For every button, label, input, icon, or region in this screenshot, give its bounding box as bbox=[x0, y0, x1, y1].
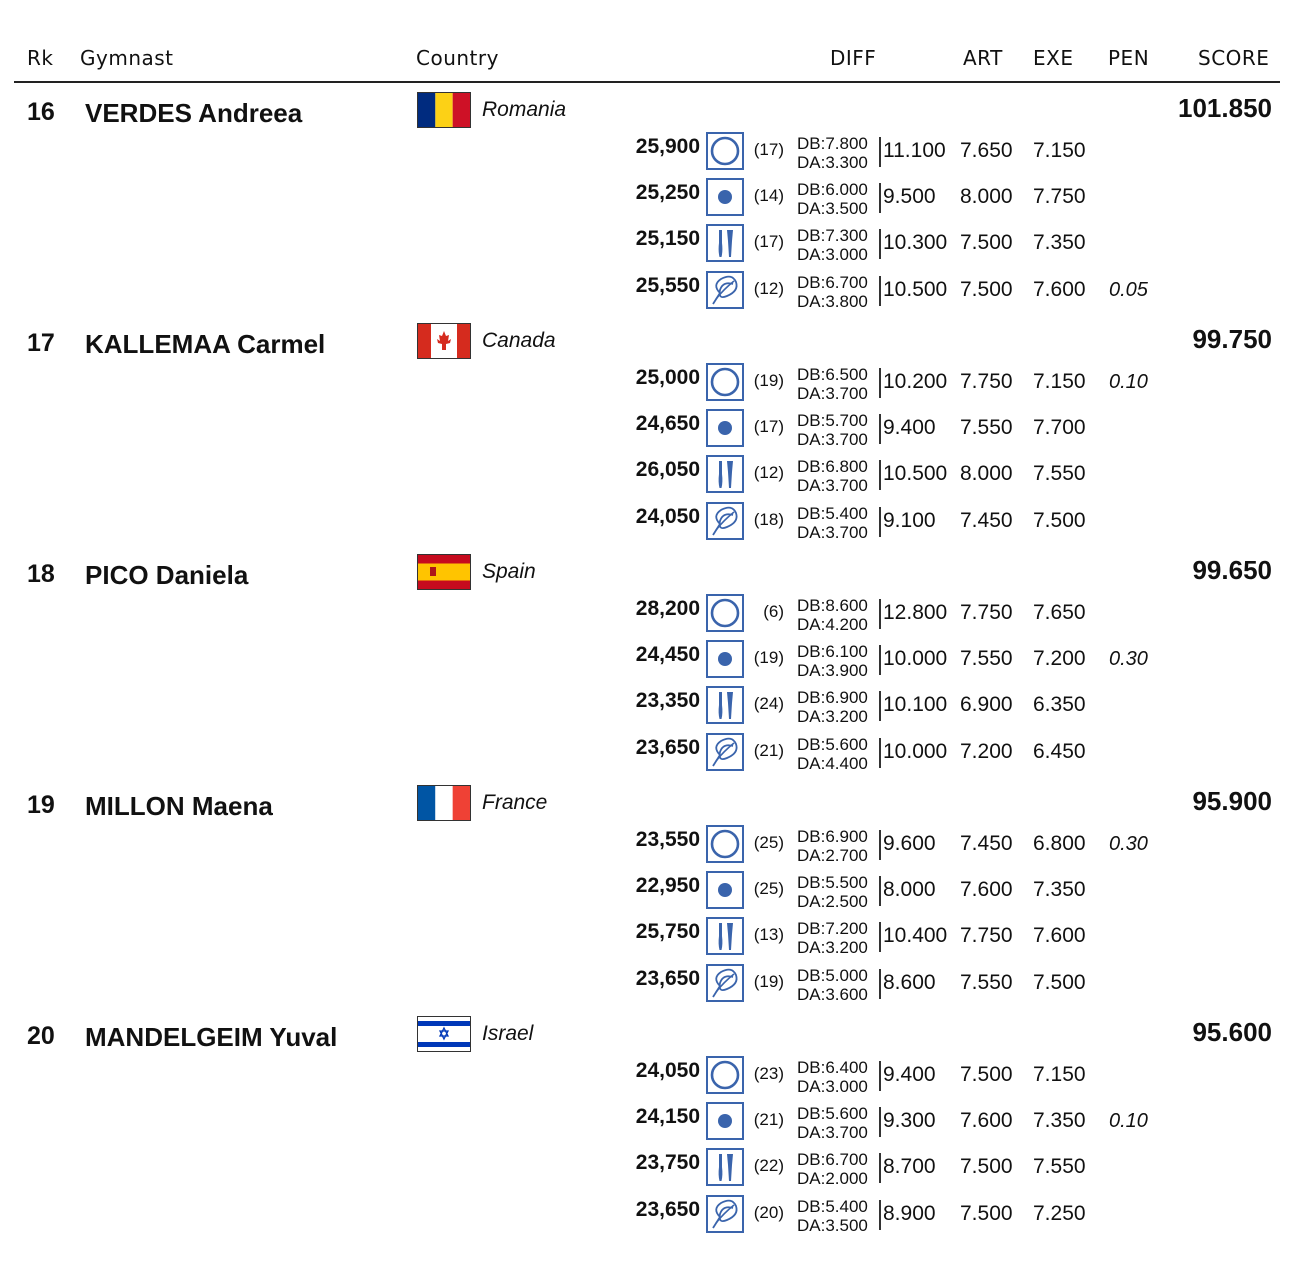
exe-value: 7.150 bbox=[1033, 1063, 1086, 1086]
romania-flag-icon bbox=[417, 92, 471, 128]
apparatus-score: 25,750 bbox=[635, 920, 700, 944]
athlete-country: Romania bbox=[482, 98, 567, 121]
db-value: DB:6.500 bbox=[797, 365, 868, 384]
apparatus-row bbox=[600, 686, 1260, 730]
apparatus-rank: (17) bbox=[753, 140, 784, 159]
exe-value: 7.600 bbox=[1033, 277, 1086, 301]
athlete-row bbox=[0, 88, 1296, 318]
apparatus-score: 25,250 bbox=[635, 181, 700, 205]
art-value: 7.750 bbox=[960, 370, 1013, 393]
athlete-row bbox=[0, 550, 1296, 780]
art-value: 7.550 bbox=[960, 416, 1013, 440]
db-value: DB:7.300 bbox=[797, 226, 868, 246]
db-value: DB:5.000 bbox=[797, 965, 868, 985]
apparatus-score: 23,750 bbox=[635, 1151, 700, 1175]
db-value: DB:6.000 bbox=[797, 180, 868, 200]
clubs-icon bbox=[706, 1148, 744, 1186]
apparatus-row bbox=[600, 409, 1260, 453]
db-value: DB:6.900 bbox=[797, 688, 868, 708]
pen-value: 0.30 bbox=[1109, 648, 1148, 671]
apparatus-rank: (18) bbox=[753, 509, 784, 529]
pen-value: 0.10 bbox=[1109, 371, 1148, 393]
apparatus-rank: (19) bbox=[753, 371, 784, 390]
art-value: 7.200 bbox=[960, 739, 1013, 763]
spain-flag-icon bbox=[417, 554, 471, 590]
db-da-values bbox=[797, 1197, 868, 1235]
diff-value: 11.100 bbox=[883, 139, 946, 162]
header-divider bbox=[14, 81, 1280, 83]
athlete-rank: 17 bbox=[27, 329, 55, 357]
apparatus-score: 26,050 bbox=[635, 458, 700, 482]
db-da-values bbox=[797, 411, 868, 449]
apparatus-row bbox=[600, 271, 1260, 315]
ball-icon bbox=[706, 178, 744, 216]
hoop-icon bbox=[706, 825, 744, 863]
exe-value: 6.350 bbox=[1033, 693, 1086, 717]
hoop-icon bbox=[706, 1056, 744, 1094]
column-separator bbox=[879, 691, 881, 721]
da-value: DA:2.500 bbox=[797, 892, 868, 912]
art-value: 7.650 bbox=[960, 139, 1013, 162]
apparatus-row bbox=[600, 1195, 1260, 1239]
db-da-values bbox=[797, 688, 868, 726]
exe-value: 7.700 bbox=[1033, 416, 1086, 440]
apparatus-row bbox=[600, 917, 1260, 961]
db-value: DB:6.700 bbox=[797, 1150, 868, 1170]
da-value: DA:3.500 bbox=[797, 199, 868, 219]
apparatus-row bbox=[600, 502, 1260, 546]
db-da-values bbox=[797, 1150, 868, 1188]
da-value: DA:3.300 bbox=[797, 153, 868, 172]
art-value: 8.000 bbox=[960, 462, 1013, 486]
apparatus-rank: (6) bbox=[763, 602, 784, 621]
da-value: DA:3.700 bbox=[797, 384, 868, 403]
column-separator bbox=[879, 1061, 881, 1091]
db-da-values bbox=[797, 642, 868, 680]
diff-value: 8.600 bbox=[883, 970, 936, 994]
db-da-values bbox=[797, 504, 868, 542]
exe-value: 7.350 bbox=[1033, 1109, 1086, 1133]
diff-value: 10.000 bbox=[883, 739, 948, 763]
apparatus-score: 24,150 bbox=[635, 1105, 700, 1129]
athlete-rank: 16 bbox=[27, 98, 55, 126]
apparatus-rank: (12) bbox=[753, 463, 784, 483]
athlete-total-score: 99.750 bbox=[1192, 324, 1272, 354]
apparatus-row bbox=[600, 964, 1260, 1008]
apparatus-rank: (25) bbox=[753, 833, 784, 852]
db-value: DB:5.400 bbox=[797, 1196, 868, 1216]
art-value: 7.500 bbox=[960, 277, 1013, 301]
da-value: DA:3.700 bbox=[797, 476, 868, 496]
da-value: DA:3.800 bbox=[797, 291, 868, 311]
exe-value: 7.550 bbox=[1033, 462, 1086, 486]
diff-value: 10.200 bbox=[883, 370, 948, 393]
athlete-country: Spain bbox=[482, 560, 536, 583]
apparatus-score: 23,650 bbox=[635, 966, 700, 990]
apparatus-row bbox=[600, 1148, 1260, 1192]
pen-value: 0.30 bbox=[1109, 833, 1148, 855]
column-separator bbox=[879, 137, 881, 167]
apparatus-score: 25,150 bbox=[635, 227, 700, 251]
apparatus-score: 23,350 bbox=[635, 689, 700, 713]
header-score: SCORE bbox=[1198, 46, 1270, 70]
da-value: DA:3.000 bbox=[797, 245, 868, 265]
athlete-country: Israel bbox=[482, 1022, 534, 1045]
art-value: 7.750 bbox=[960, 924, 1013, 948]
diff-value: 8.700 bbox=[883, 1155, 936, 1179]
ball-icon bbox=[706, 871, 744, 909]
db-da-values bbox=[797, 873, 868, 911]
exe-value: 7.500 bbox=[1033, 508, 1086, 532]
db-da-values bbox=[797, 735, 868, 773]
apparatus-row bbox=[600, 224, 1260, 268]
apparatus-row bbox=[600, 178, 1260, 222]
art-value: 7.450 bbox=[960, 508, 1013, 532]
art-value: 7.550 bbox=[960, 647, 1013, 671]
apparatus-row bbox=[600, 733, 1260, 777]
canada-flag-icon bbox=[417, 323, 471, 359]
diff-value: 9.500 bbox=[883, 185, 936, 209]
clubs-icon bbox=[706, 224, 744, 262]
athlete-name: MILLON Maena bbox=[85, 791, 273, 821]
pen-value: 0.10 bbox=[1109, 1110, 1148, 1133]
db-da-values bbox=[797, 273, 868, 311]
db-da-values bbox=[797, 134, 868, 172]
athlete-name: VERDES Andreea bbox=[85, 98, 303, 128]
apparatus-rank: (25) bbox=[753, 879, 784, 899]
athlete-rank: 18 bbox=[27, 560, 55, 588]
athlete-name: MANDELGEIM Yuval bbox=[85, 1022, 338, 1052]
apparatus-score: 22,950 bbox=[635, 874, 700, 898]
header-gymnast: Gymnast bbox=[80, 46, 174, 70]
apparatus-rank: (12) bbox=[753, 278, 784, 298]
ball-icon bbox=[706, 640, 744, 678]
apparatus-row bbox=[600, 640, 1260, 684]
da-value: DA:2.700 bbox=[797, 846, 868, 865]
db-da-values bbox=[797, 1104, 868, 1142]
athlete-row bbox=[0, 319, 1296, 549]
apparatus-rank: (17) bbox=[753, 417, 784, 437]
header-rank: Rk bbox=[27, 46, 54, 70]
apparatus-row bbox=[600, 455, 1260, 499]
athlete-row bbox=[0, 1012, 1296, 1242]
da-value: DA:3.200 bbox=[797, 707, 868, 727]
ribbon-icon bbox=[706, 271, 744, 309]
apparatus-score: 25,900 bbox=[635, 135, 700, 158]
apparatus-score: 23,650 bbox=[635, 735, 700, 759]
db-value: DB:6.400 bbox=[797, 1058, 868, 1077]
diff-value: 10.400 bbox=[883, 924, 948, 948]
israel-flag-icon bbox=[417, 1016, 471, 1052]
hoop-icon bbox=[706, 594, 744, 632]
exe-value: 7.350 bbox=[1033, 878, 1086, 902]
art-value: 7.500 bbox=[960, 1155, 1013, 1179]
column-separator bbox=[879, 1153, 881, 1183]
clubs-icon bbox=[706, 686, 744, 724]
da-value: DA:2.000 bbox=[797, 1169, 868, 1189]
column-separator bbox=[879, 1107, 881, 1137]
db-value: DB:5.600 bbox=[797, 734, 868, 754]
column-separator bbox=[879, 1200, 881, 1230]
da-value: DA:3.500 bbox=[797, 1215, 868, 1235]
apparatus-rank: (19) bbox=[753, 971, 784, 991]
clubs-icon bbox=[706, 455, 744, 493]
apparatus-score: 24,050 bbox=[635, 504, 700, 528]
diff-value: 10.500 bbox=[883, 462, 948, 486]
da-value: DA:3.700 bbox=[797, 522, 868, 542]
diff-value: 9.100 bbox=[883, 508, 936, 532]
art-value: 7.600 bbox=[960, 1109, 1013, 1133]
column-separator bbox=[879, 414, 881, 444]
column-separator bbox=[879, 507, 881, 537]
db-value: DB:7.800 bbox=[797, 134, 868, 153]
db-da-values bbox=[797, 180, 868, 218]
apparatus-score: 24,650 bbox=[635, 412, 700, 436]
apparatus-score: 23,650 bbox=[635, 1197, 700, 1221]
apparatus-score: 23,550 bbox=[635, 828, 700, 851]
exe-value: 7.350 bbox=[1033, 231, 1086, 255]
ball-icon bbox=[706, 1102, 744, 1140]
hoop-icon bbox=[706, 132, 744, 170]
apparatus-rank: (13) bbox=[753, 925, 784, 945]
art-value: 8.000 bbox=[960, 185, 1013, 209]
clubs-icon bbox=[706, 917, 744, 955]
header-art: ART bbox=[963, 46, 1003, 70]
art-value: 7.550 bbox=[960, 970, 1013, 994]
france-flag-icon bbox=[417, 785, 471, 821]
pen-value: 0.05 bbox=[1109, 278, 1148, 301]
apparatus-rank: (21) bbox=[753, 740, 784, 760]
diff-value: 9.300 bbox=[883, 1109, 936, 1133]
exe-value: 7.500 bbox=[1033, 970, 1086, 994]
db-value: DB:5.400 bbox=[797, 503, 868, 523]
column-separator bbox=[879, 229, 881, 259]
athlete-name: PICO Daniela bbox=[85, 560, 249, 590]
art-value: 7.600 bbox=[960, 878, 1013, 902]
exe-value: 7.600 bbox=[1033, 924, 1086, 948]
da-value: DA:3.200 bbox=[797, 938, 868, 958]
column-separator bbox=[879, 830, 881, 860]
art-value: 7.500 bbox=[960, 231, 1013, 255]
diff-value: 10.000 bbox=[883, 647, 948, 671]
apparatus-rank: (21) bbox=[753, 1110, 784, 1130]
apparatus-score: 28,200 bbox=[635, 597, 700, 620]
athlete-country: France bbox=[482, 791, 548, 814]
art-value: 7.500 bbox=[960, 1063, 1013, 1086]
apparatus-rank: (20) bbox=[753, 1202, 784, 1222]
db-da-values bbox=[797, 457, 868, 495]
apparatus-row bbox=[600, 594, 1260, 638]
column-separator bbox=[879, 738, 881, 768]
db-da-values bbox=[797, 827, 868, 865]
db-value: DB:5.700 bbox=[797, 411, 868, 431]
art-value: 7.750 bbox=[960, 601, 1013, 624]
header-diff: DIFF bbox=[830, 46, 877, 70]
athlete-rank: 19 bbox=[27, 791, 55, 819]
apparatus-row bbox=[600, 1056, 1260, 1100]
apparatus-row bbox=[600, 871, 1260, 915]
apparatus-row bbox=[600, 1102, 1260, 1146]
da-value: DA:3.700 bbox=[797, 1123, 868, 1143]
db-value: DB:8.600 bbox=[797, 596, 868, 615]
apparatus-row bbox=[600, 825, 1260, 869]
apparatus-score: 24,050 bbox=[635, 1059, 700, 1082]
column-separator bbox=[879, 922, 881, 952]
exe-value: 7.550 bbox=[1033, 1155, 1086, 1179]
db-value: DB:5.600 bbox=[797, 1104, 868, 1124]
diff-value: 8.000 bbox=[883, 878, 936, 902]
art-value: 6.900 bbox=[960, 693, 1013, 717]
apparatus-row bbox=[600, 363, 1260, 407]
athlete-total-score: 99.650 bbox=[1192, 555, 1272, 585]
athlete-row bbox=[0, 781, 1296, 1011]
column-separator bbox=[879, 876, 881, 906]
apparatus-score: 25,550 bbox=[635, 273, 700, 297]
db-da-values bbox=[797, 1058, 868, 1096]
exe-value: 7.150 bbox=[1033, 370, 1086, 393]
diff-value: 9.600 bbox=[883, 832, 936, 855]
athlete-country: Canada bbox=[482, 329, 556, 352]
exe-value: 7.200 bbox=[1033, 647, 1086, 671]
ribbon-icon bbox=[706, 502, 744, 540]
db-da-values bbox=[797, 365, 868, 403]
db-value: DB:6.800 bbox=[797, 457, 868, 477]
column-separator bbox=[879, 183, 881, 213]
db-value: DB:6.700 bbox=[797, 272, 868, 292]
athlete-name: KALLEMAA Carmel bbox=[85, 329, 326, 359]
diff-value: 10.100 bbox=[883, 693, 948, 717]
apparatus-rank: (19) bbox=[753, 648, 784, 668]
header-exe: EXE bbox=[1033, 46, 1074, 70]
athlete-total-score: 95.600 bbox=[1192, 1017, 1272, 1047]
ribbon-icon bbox=[706, 733, 744, 771]
header-pen: PEN bbox=[1108, 46, 1150, 70]
db-da-values bbox=[797, 966, 868, 1004]
header-country: Country bbox=[416, 46, 499, 70]
apparatus-score: 24,450 bbox=[635, 643, 700, 667]
db-value: DB:6.100 bbox=[797, 642, 868, 662]
db-value: DB:7.200 bbox=[797, 919, 868, 939]
da-value: DA:3.600 bbox=[797, 984, 868, 1004]
athlete-total-score: 95.900 bbox=[1192, 786, 1272, 816]
exe-value: 6.450 bbox=[1033, 739, 1086, 763]
diff-value: 12.800 bbox=[883, 601, 948, 624]
art-value: 7.450 bbox=[960, 832, 1013, 855]
athlete-rank: 20 bbox=[27, 1022, 55, 1050]
column-separator bbox=[879, 368, 881, 398]
da-value: DA:3.700 bbox=[797, 430, 868, 450]
db-value: DB:6.900 bbox=[797, 827, 868, 846]
diff-value: 9.400 bbox=[883, 416, 936, 440]
athlete-total-score: 101.850 bbox=[1178, 93, 1272, 123]
db-da-values bbox=[797, 596, 868, 634]
ribbon-icon bbox=[706, 1195, 744, 1233]
da-value: DA:4.200 bbox=[797, 615, 868, 634]
apparatus-rank: (23) bbox=[753, 1064, 784, 1083]
art-value: 7.500 bbox=[960, 1201, 1013, 1225]
exe-value: 6.800 bbox=[1033, 832, 1086, 855]
apparatus-rank: (17) bbox=[753, 232, 784, 252]
column-separator bbox=[879, 276, 881, 306]
column-separator bbox=[879, 460, 881, 490]
apparatus-rank: (24) bbox=[753, 694, 784, 714]
da-value: DA:4.400 bbox=[797, 753, 868, 773]
apparatus-score: 25,000 bbox=[635, 366, 700, 389]
apparatus-rank: (14) bbox=[753, 186, 784, 206]
column-separator bbox=[879, 645, 881, 675]
exe-value: 7.250 bbox=[1033, 1201, 1086, 1225]
db-da-values bbox=[797, 226, 868, 264]
diff-value: 10.300 bbox=[883, 231, 948, 255]
exe-value: 7.650 bbox=[1033, 601, 1086, 624]
column-separator bbox=[879, 599, 881, 629]
diff-value: 10.500 bbox=[883, 277, 948, 301]
da-value: DA:3.000 bbox=[797, 1077, 868, 1096]
da-value: DA:3.900 bbox=[797, 661, 868, 681]
ribbon-icon bbox=[706, 964, 744, 1002]
apparatus-row bbox=[600, 132, 1260, 176]
db-value: DB:5.500 bbox=[797, 873, 868, 893]
diff-value: 8.900 bbox=[883, 1201, 936, 1225]
db-da-values bbox=[797, 919, 868, 957]
exe-value: 7.150 bbox=[1033, 139, 1086, 162]
exe-value: 7.750 bbox=[1033, 185, 1086, 209]
hoop-icon bbox=[706, 363, 744, 401]
column-separator bbox=[879, 969, 881, 999]
ball-icon bbox=[706, 409, 744, 447]
diff-value: 9.400 bbox=[883, 1063, 936, 1086]
apparatus-rank: (22) bbox=[753, 1156, 784, 1176]
